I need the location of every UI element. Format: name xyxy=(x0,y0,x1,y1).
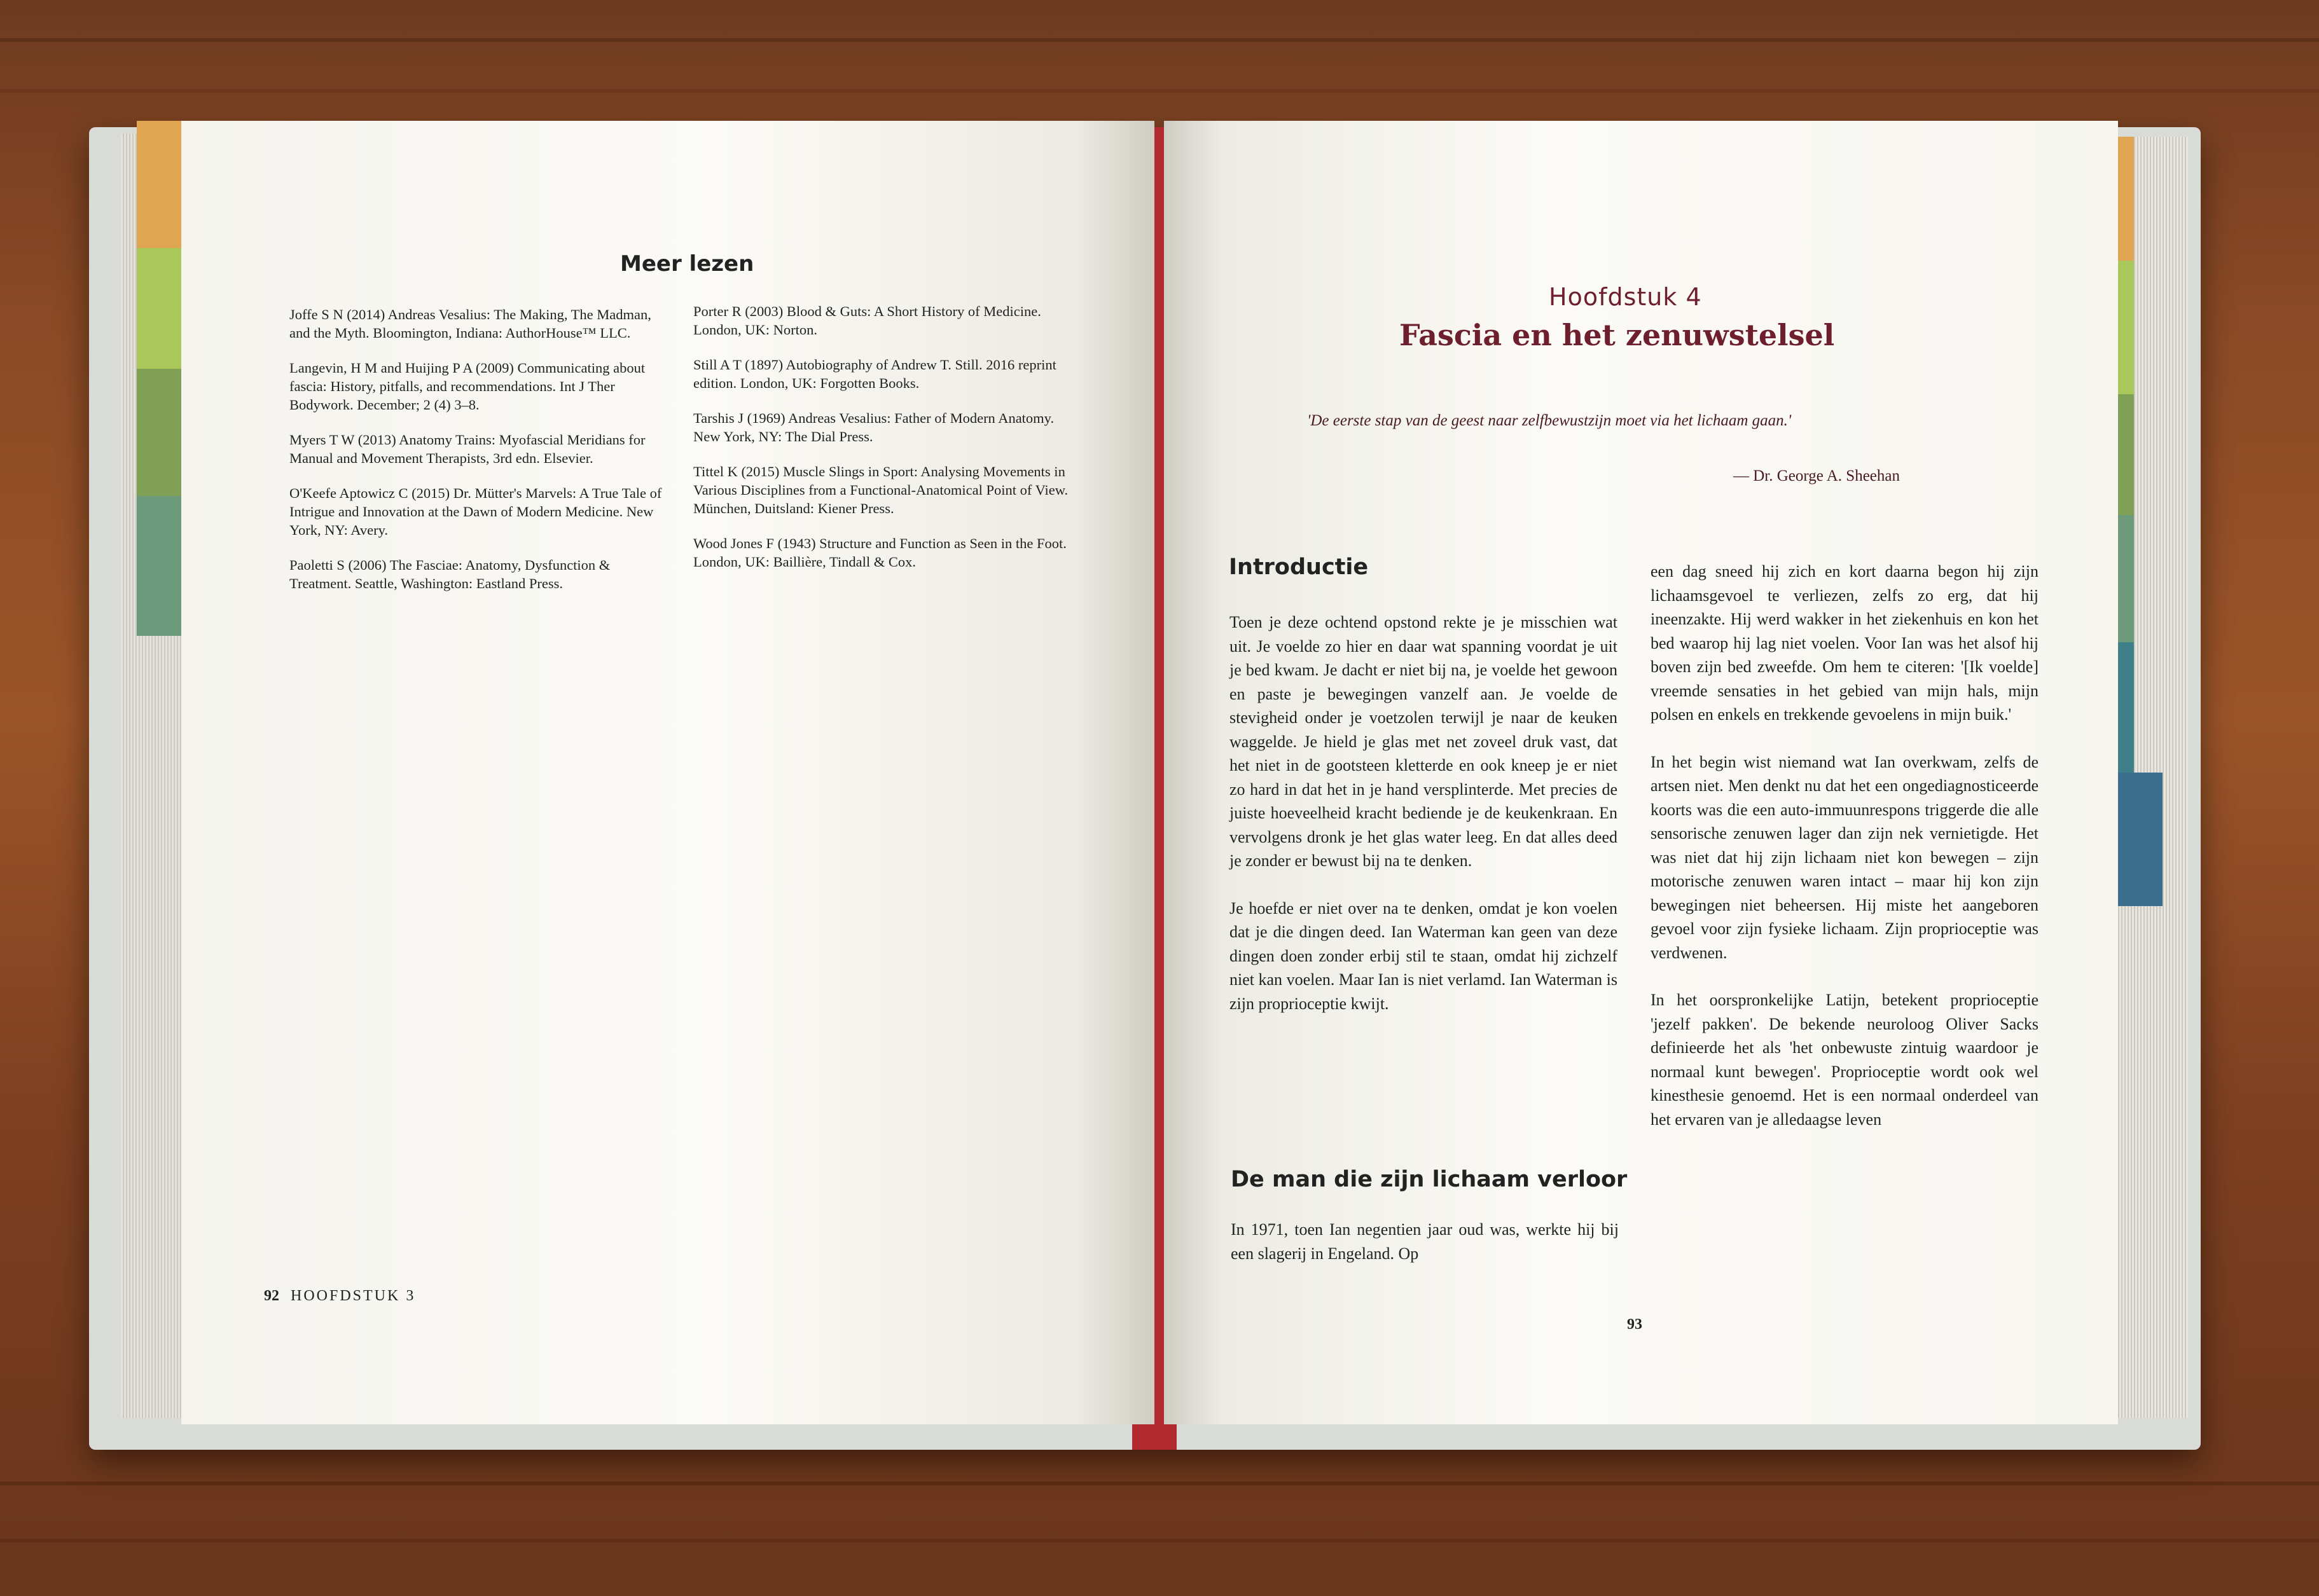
references-col2 xyxy=(693,302,1081,588)
reference: Tittel K (2015) Muscle Slings in Sport: Analysing Movements in Various Disciplines from a Functional-Anatomical Point of View. München, Duitsland: Kiener Press. xyxy=(693,464,1069,516)
paragraph: In het oorspronkelijke Latijn, betekent proprioceptie 'jezelf pakken'. De bekende neuroloog Oliver Sacks definieerde het als 'het onbewuste zintuig waardoor je normaal kunt bewegen'. Proprioceptie wordt ook wel kinesthesie genoemd. Het is een normaal onderdeel van het ervaren van je alledaagse leven xyxy=(1651,991,2039,1129)
references-col1 xyxy=(289,305,665,609)
reference: Myers T W (2013) Anatomy Trains: Myofascial Meridians for Manual and Movement Therapists, 3rd edn. Elsevier. xyxy=(289,432,646,466)
reference: Langevin, H M and Huijing P A (2009) Communicating about fascia: History, pitfalls, and recommendations. Int J Ther Bodywork. December; 2 (4) 3–8. xyxy=(289,360,646,413)
wood-grain xyxy=(0,89,2319,93)
reference: O'Keefe Aptowicz C (2015) Dr. Mütter's Marvels: A True Tale of Intrigue and Innovation at the Dawn of Modern Medicine. New York, NY: Avery. xyxy=(289,485,662,538)
left-footer xyxy=(264,1288,415,1305)
epigraph-author: — Dr. George A. Sheehan xyxy=(1733,467,1900,485)
reference: Still A T (1897) Autobiography of Andrew T. Still. 2016 reprint edition. London, UK: Forgotten Books. xyxy=(693,357,1056,391)
wood-grain xyxy=(0,1482,2319,1485)
tab-blue xyxy=(2118,773,2163,906)
page-number-right: 93 xyxy=(1627,1316,1642,1333)
paragraph: een dag sneed hij zich en kort daarna begon hij zijn lichaamsgevoel te verliezen, zelfs zo erg, dat hij ineenzakte. Hij werd wakker in het ziekenhuis en kon het bed waarop hij lag niet voelen. Voor Ian was het alsof hij boven zijn bed zweefde. Om hem te citeren: '[Ik voelde] vreemde sensaties in het gebied van mijn hals, mijn polsen en enkels en trekkende gevoelens in mijn buik.' xyxy=(1651,562,2039,724)
wood-grain xyxy=(0,1539,2319,1543)
chapter-label: Hoofdstuk 4 xyxy=(1549,283,1702,311)
reference: Wood Jones F (1943) Structure and Function as Seen in the Foot. London, UK: Baillière, Tindall & Cox. xyxy=(693,535,1067,570)
body-column-1 xyxy=(1229,610,1617,1039)
section-heading-introductie: Introductie xyxy=(1229,554,1369,580)
reference: Tarshis J (1969) Andreas Vesalius: Father of Modern Anatomy. New York, NY: The Dial Press. xyxy=(693,410,1055,444)
tab-green xyxy=(137,369,181,496)
section-heading-de-man: De man die zijn lichaam verloor xyxy=(1231,1167,1628,1192)
reference: Joffe S N (2014) Andreas Vesalius: The Making, The Madman, and the Myth. Bloomington, Indiana: AuthorHouse™ LLC. xyxy=(289,306,651,341)
paragraph: Je hoefde er niet over na te denken, omdat je kon voelen dat je die dingen deed. Ian Waterman kan geen van deze dingen doen zonder erbij stil te staan, omdat hij zichzelf niet kan voelen. Maar Ian is niet verlamd. Ian Waterman is zijn proprioceptie kwijt. xyxy=(1229,898,1617,1013)
body-column-1-continued xyxy=(1231,1218,1619,1289)
wood-grain xyxy=(0,38,2319,42)
reference: Porter R (2003) Blood & Guts: A Short History of Medicine. London, UK: Norton. xyxy=(693,303,1041,338)
page-number-left: 92 xyxy=(264,1288,279,1304)
heading-meer-lezen: Meer lezen xyxy=(620,251,754,277)
paragraph: Toen je deze ochtend opstond rekte je je misschien wat uit. Je voelde zo hier en daar wat spanning voordat je uit je bed kwam. Je dacht er niet bij na, je voelde het gewoon en paste je bewegingen vanzelf aan. Je voelde de stevigheid onder je voetzolen terwijl je naar de keuken waggelde. Je hield je glas met net zoveel druk vast, dat het niet in de gootsteen kletterde en ook kneep je er niet zo hard in dat het in je hand versplinterde. Met precies de juiste hoeveelheid kracht bediende je de keukenkraan. En vervolgens dronk je het glas water leeg. En dat alles deed je zonder er bewust bij na te denken. xyxy=(1229,613,1617,870)
reference: Paoletti S (2006) The Fasciae: Anatomy, Dysfunction & Treatment. Seattle, Washington: Eastland Press. xyxy=(289,557,611,591)
tab-lime xyxy=(137,248,181,369)
chapter-title: Fascia en het zenuwstelsel xyxy=(1399,318,1835,352)
footer-chapter: HOOFDSTUK 3 xyxy=(291,1288,416,1304)
tab-sage xyxy=(137,496,181,636)
body-column-2 xyxy=(1651,560,2039,1155)
paragraph: In het begin wist niemand wat Ian overkwam, zelfs de artsen niet. Men denkt nu dat het een ongediagnosticeerde koorts was die een auto-immuunrespons triggerde die alle sensorische zenuwen lager dan zijn nek vernietigde. Het was niet dat hij zijn lichaam niet kon bewegen – zijn motorische zenuwen waren intact – maar hij kon zijn bewegingen niet beheersen. Hij miste het aangeboren gevoel voor zijn fysieke lichaam. Zijn proprioceptie was verdwenen. xyxy=(1651,752,2039,962)
paragraph: In 1971, toen Ian negentien jaar oud was, werkte hij bij een slagerij in Engeland. Op xyxy=(1231,1220,1619,1263)
tab-orange xyxy=(137,121,181,248)
epigraph: 'De eerste stap van de geest naar zelfbewustzijn moet via het lichaam gaan.' xyxy=(1307,412,1792,429)
